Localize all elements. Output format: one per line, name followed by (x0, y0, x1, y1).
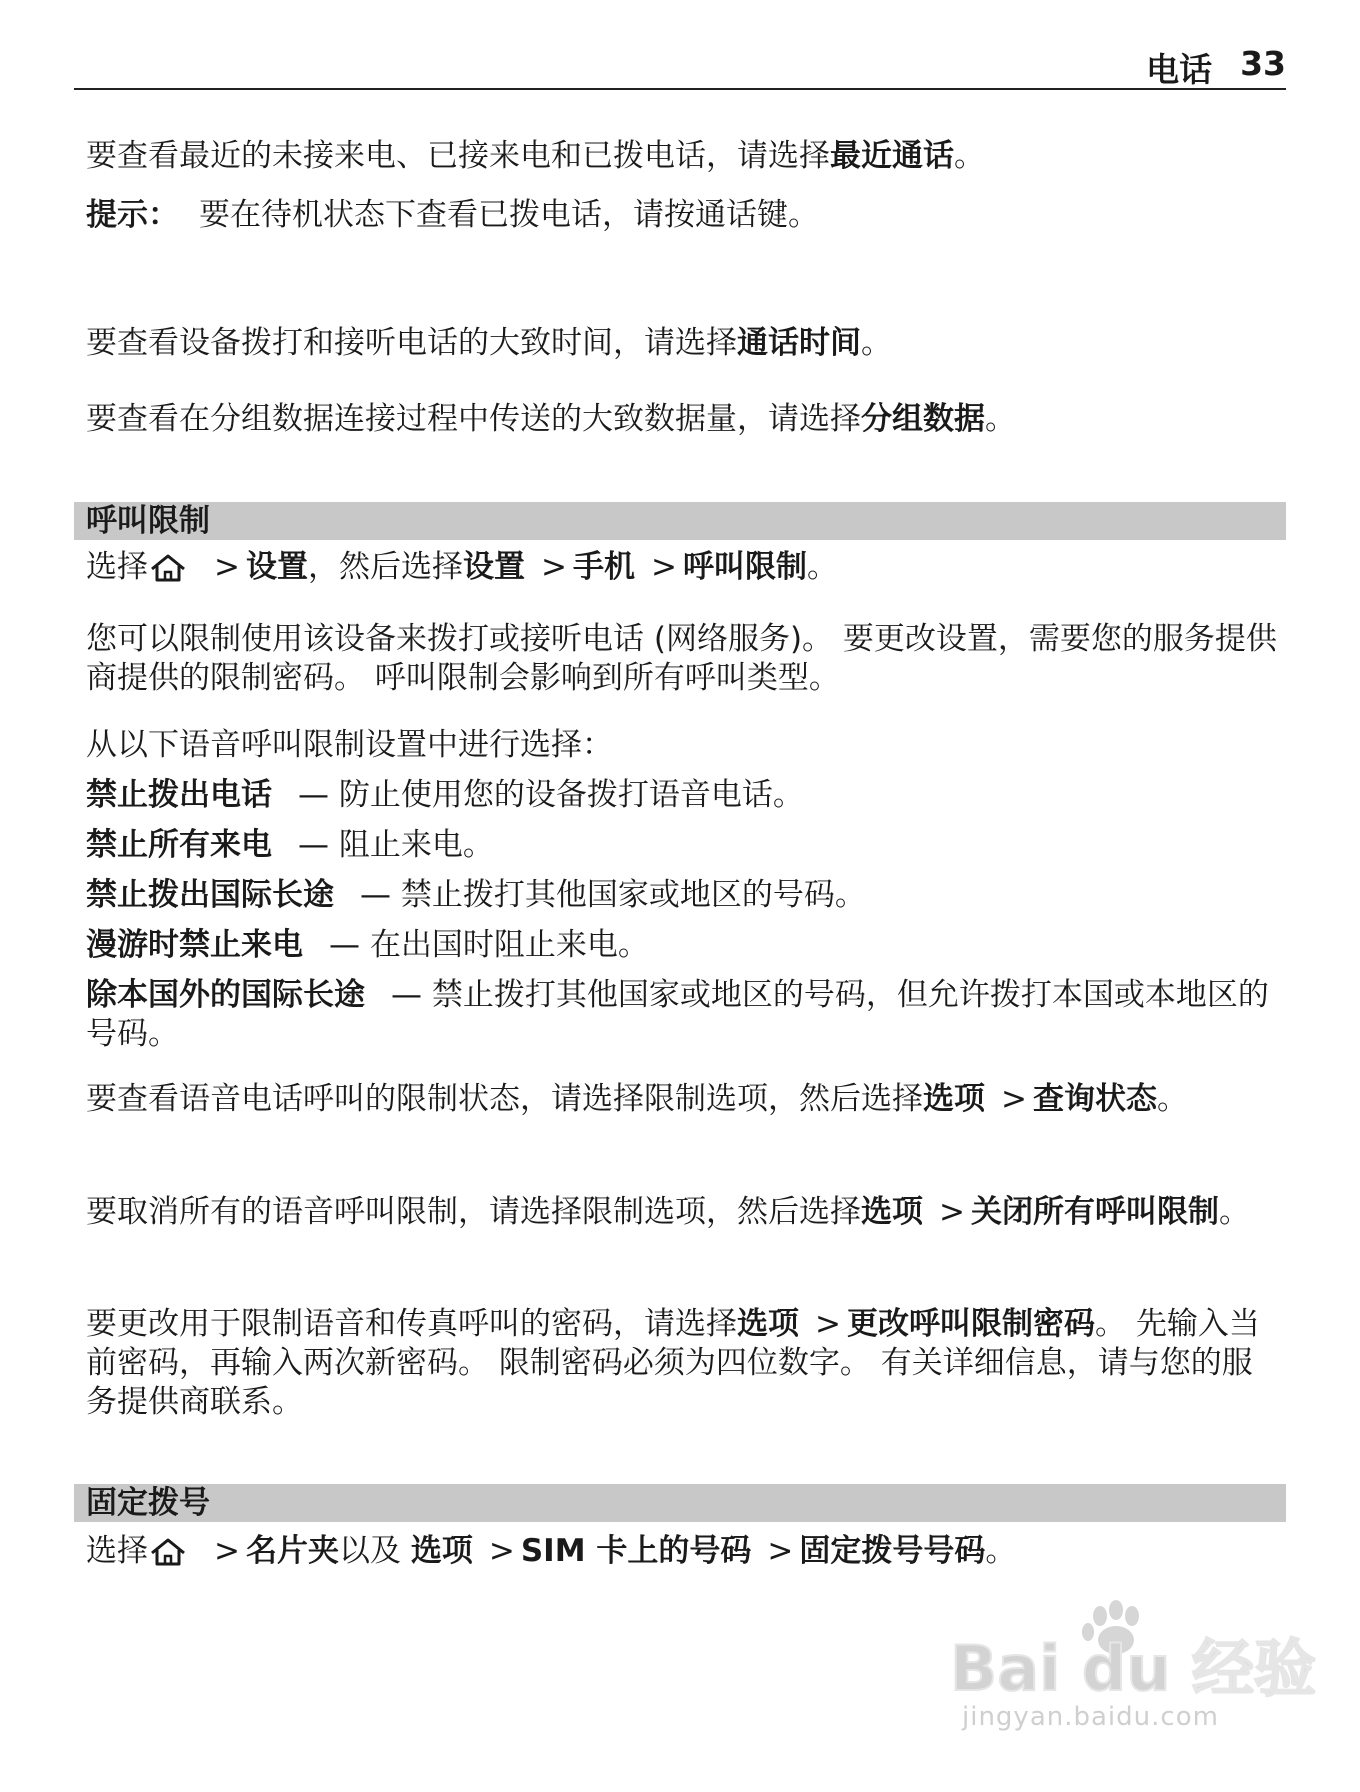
section-heading-call-barring: 呼叫限制 (74, 502, 1286, 540)
option-name[interactable]: 漫游时禁止来电 (86, 927, 303, 963)
options-link[interactable]: 选项 (410, 1533, 473, 1569)
path-end: 。 (985, 1533, 1017, 1569)
fixed-dialing-numbers-link[interactable]: 固定拨号号码 (799, 1533, 986, 1569)
option-name[interactable]: 除本国外的国际长途 (86, 977, 365, 1013)
barring-options-list (86, 776, 1280, 1054)
chapter-title: 电话 (1146, 50, 1213, 89)
path-mid: 以及 (338, 1533, 411, 1569)
contacts-link[interactable]: 名片夹 (245, 1533, 339, 1569)
packet-data-paragraph (86, 400, 1280, 439)
para3-text: 要查看在分组数据连接过程中传送的大致数据量，请选择 (86, 401, 861, 437)
option-desc: — 阻止来电。 (298, 827, 494, 863)
fixed-dialing-path (86, 1532, 1280, 1571)
options-link[interactable]: 选项 (861, 1194, 923, 1230)
path-end: 。 (806, 549, 838, 585)
path-separator: > (767, 1533, 794, 1569)
option-desc: — 防止使用您的设备拨打语音电话。 (298, 777, 804, 813)
sim-numbers-link[interactable]: SIM 卡上的号码 (520, 1533, 752, 1569)
para2-text: 要查看设备拨打和接听电话的大致时间，请选择 (86, 325, 737, 361)
settings-link[interactable]: 设置 (245, 549, 308, 585)
baidu-paw-logo (950, 1598, 1317, 1705)
page-number: 33 (1240, 44, 1286, 83)
options-link[interactable]: 选项 (923, 1081, 985, 1117)
path-select: 选择 (86, 549, 148, 585)
baidu-watermark (950, 1598, 1317, 1748)
cancel-all-barring-link[interactable]: 关闭所有呼叫限制 (970, 1194, 1219, 1230)
watermark-logo-text: Bai du 经验 (950, 1632, 1317, 1705)
barring-option (86, 976, 1280, 1054)
phone-link[interactable]: 手机 (572, 549, 635, 585)
change-password-paragraph (86, 1305, 1280, 1422)
status-text: 要查看语音电话呼叫的限制状态，请选择限制选项，然后选择 (86, 1081, 923, 1117)
call-barring-path (86, 548, 1280, 587)
choose-settings-text: 从以下语音呼叫限制设置中进行选择： (86, 727, 613, 763)
tip-label: 提示： (86, 197, 179, 233)
cancel-barring-paragraph (86, 1193, 1280, 1232)
page-header (74, 44, 1286, 90)
status-end: 。 (1156, 1081, 1188, 1117)
path-separator: > (214, 549, 240, 585)
packet-data-link[interactable]: 分组数据 (861, 401, 985, 437)
option-desc: — 禁止拨打其他国家或地区的号码。 (360, 877, 866, 913)
home-icon (148, 553, 188, 583)
option-name[interactable]: 禁止拨出国际长途 (86, 877, 334, 913)
option-desc: — 在出国时阻止来电。 (329, 927, 649, 963)
call-barring-link[interactable]: 呼叫限制 (682, 549, 807, 585)
call-duration-paragraph (86, 324, 1280, 363)
watermark-url: jingyan.baidu.com (962, 1702, 1219, 1732)
change-password-link[interactable]: 更改呼叫限制密码 (846, 1306, 1095, 1342)
para1-text: 要查看最近的未接来电、已接来电和已拨电话，请选择 (86, 138, 830, 174)
cancel-text: 要取消所有的语音呼叫限制，请选择限制选项，然后选择 (86, 1194, 861, 1230)
option-desc: — 禁止拨打其他国家或地区的号码，但允许拨打本国或本地区的号码。 (86, 977, 1269, 1052)
change-text: 要更改用于限制语音和传真呼叫的密码，请选择 (86, 1306, 737, 1342)
barring-option (86, 876, 1280, 915)
option-name[interactable]: 禁止所有来电 (86, 827, 272, 863)
call-barring-intro: 您可以限制使用该设备来拨打或接听电话 (网络服务)。 要更改设置，需要您的服务提供商提供的限制密码。 呼叫限制会影响到所有呼叫类型。 (86, 621, 1277, 696)
tip-paragraph (86, 196, 1280, 235)
barring-option (86, 826, 1280, 865)
path-separator: > (650, 549, 677, 585)
option-name[interactable]: 禁止拨出电话 (86, 777, 272, 813)
check-status-paragraph (86, 1080, 1280, 1119)
recent-calls-link[interactable]: 最近通话 (830, 138, 954, 174)
home-icon (148, 1537, 188, 1567)
path-separator: > (1001, 1081, 1027, 1117)
para1-end: 。 (954, 138, 985, 174)
path-separator: > (214, 1533, 240, 1569)
change-rest: 。 先输入当前密码，再输入两次新密码。 限制密码必须为四位数字。 有关详细信息，请与您的服务提供商联系。 (86, 1306, 1260, 1420)
tip-text: 要在待机状态下查看已拨电话，请按通话键。 (199, 197, 819, 233)
para3-end: 。 (985, 401, 1016, 437)
check-status-link[interactable]: 查询状态 (1032, 1081, 1157, 1117)
path-mid: ，然后选择 (307, 549, 463, 585)
path-select: 选择 (86, 1533, 148, 1569)
section-heading-fixed-dialing: 固定拨号 (74, 1484, 1286, 1522)
path-separator: > (488, 1533, 515, 1569)
path-separator: > (939, 1194, 965, 1230)
recent-calls-paragraph (86, 137, 1280, 176)
settings-link-2[interactable]: 设置 (462, 549, 525, 585)
call-duration-link[interactable]: 通话时间 (737, 325, 861, 361)
path-separator: > (815, 1306, 841, 1342)
cancel-end: 。 (1218, 1194, 1250, 1230)
options-link[interactable]: 选项 (737, 1306, 799, 1342)
barring-option (86, 776, 1280, 815)
para2-end: 。 (861, 325, 892, 361)
barring-option (86, 926, 1280, 965)
path-separator: > (540, 549, 567, 585)
